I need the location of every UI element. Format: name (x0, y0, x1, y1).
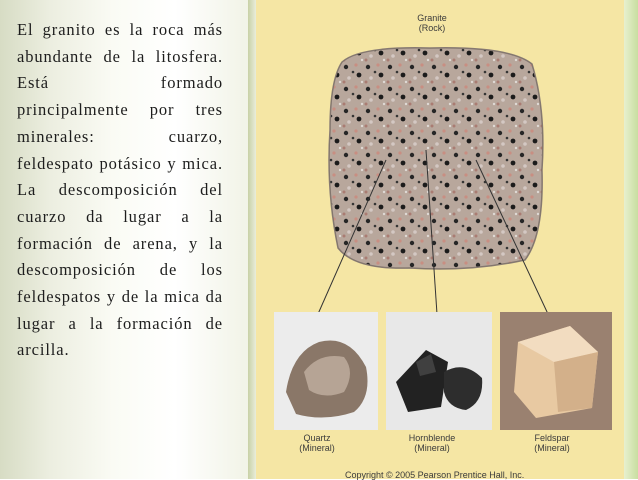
feldspar-caption (512, 433, 592, 453)
hornblende-caption (392, 433, 472, 453)
quartz-photo (274, 312, 378, 430)
hornblende-caption-type: (Mineral) (414, 443, 450, 453)
quartz-caption-type: (Mineral) (299, 443, 335, 453)
feldspar-caption-name: Feldspar (534, 433, 570, 443)
copyright-notice: Copyright © 2005 Pearson Prentice Hall, Inc. (345, 470, 525, 480)
granite-caption-name: Granite (417, 13, 447, 23)
hornblende-photo (386, 312, 492, 430)
panel-divider (248, 0, 256, 479)
feldspar-caption-type: (Mineral) (534, 443, 570, 453)
quartz-caption (282, 433, 352, 453)
granite-caption-type: (Rock) (418, 23, 446, 33)
description-paragraph: El granito es la roca más abundante de la litosfera. Está formado principalmente por tres minerales: cuarzo, feldespato potásico y mica. La descomposición del cuarzo da lugar a la formación de arena, y la descomposición de los feldespatos y de la mica da lugar a la formación de arcilla. (17, 20, 223, 360)
feldspar-photo (500, 312, 612, 430)
quartz-caption-name: Quartz (303, 433, 331, 443)
hornblende-caption-name: Hornblende (408, 433, 456, 443)
slide-side-border (624, 0, 638, 479)
